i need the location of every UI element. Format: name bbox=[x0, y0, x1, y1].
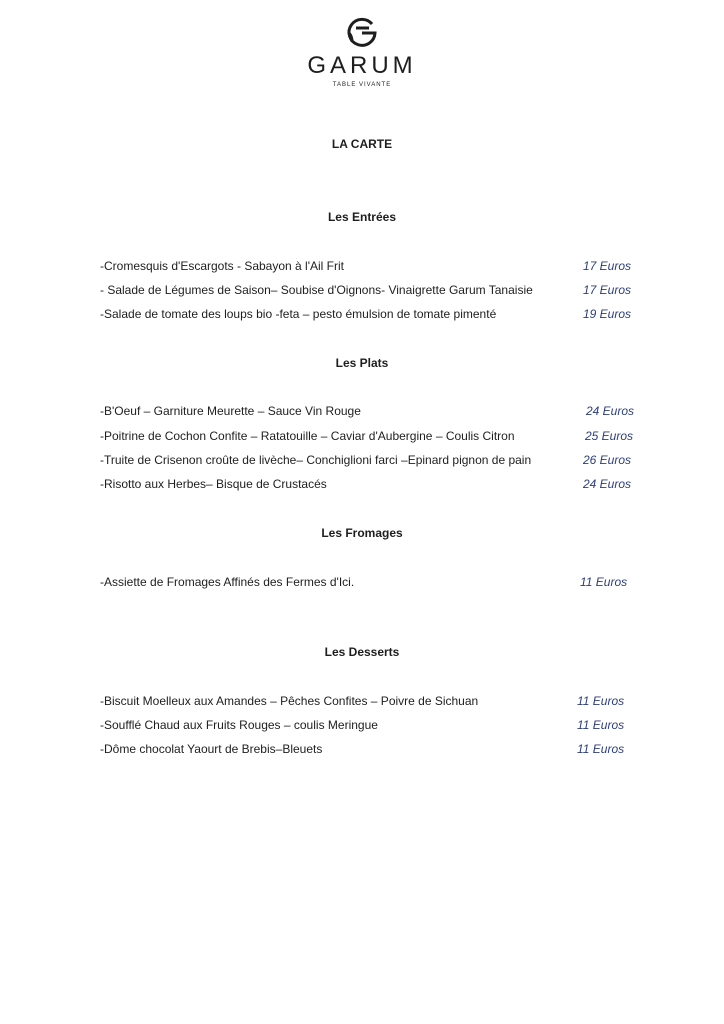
menu-item: -Cromesquis d'Escargots - Sabayon à l'Ail Frit bbox=[100, 259, 345, 273]
menu-item: - Salade de Légumes de Saison– Soubise d'Oignons- Vinaigrette Garum Tanaisie bbox=[100, 283, 533, 297]
menu-item-price: 19 Euros bbox=[583, 307, 632, 321]
brand-tagline: TABLE VIVANTE bbox=[332, 82, 392, 88]
menu-item: -Assiette de Fromages Affinés des Fermes d'Ici. bbox=[100, 575, 355, 589]
garum-monogram-icon bbox=[345, 16, 379, 50]
menu-item: -Soufflé Chaud aux Fruits Rouges – coulis Meringue bbox=[100, 718, 378, 732]
section-title-fromages: Les Fromages bbox=[321, 526, 403, 540]
menu-item-price: 11 Euros bbox=[577, 694, 625, 708]
menu-item-price: 11 Euros bbox=[580, 575, 628, 589]
menu-item: -Poitrine de Cochon Confite – Ratatouille – Caviar d'Aubergine – Coulis Citron bbox=[100, 429, 515, 443]
section-title-entrees: Les Entrées bbox=[327, 210, 397, 224]
restaurant-logo bbox=[0, 16, 724, 88]
menu-item-price: 11 Euros bbox=[577, 718, 625, 732]
brand-name: GARUM bbox=[307, 52, 417, 79]
menu-item-price: 25 Euros bbox=[585, 429, 634, 443]
menu-item: -B'Oeuf – Garniture Meurette – Sauce Vin Rouge bbox=[100, 404, 361, 418]
menu-item-price: 17 Euros bbox=[583, 283, 632, 297]
menu-item: -Biscuit Moelleux aux Amandes – Pêches Confites – Poivre de Sichuan bbox=[100, 694, 479, 708]
menu-item-price: 24 Euros bbox=[586, 404, 635, 418]
menu-item: -Truite de Crisenon croûte de livèche– Conchiglioni farci –Epinard pignon de pain bbox=[100, 453, 532, 467]
menu-item-price: 11 Euros bbox=[577, 742, 625, 756]
section-title-desserts: Les Desserts bbox=[324, 645, 400, 659]
menu-item: -Dôme chocolat Yaourt de Brebis–Bleuets bbox=[100, 742, 323, 756]
menu-item: -Risotto aux Herbes– Bisque de Crustacés bbox=[100, 477, 327, 491]
menu-item-price: 26 Euros bbox=[583, 453, 632, 467]
menu-item: -Salade de tomate des loups bio -feta – pesto émulsion de tomate pimenté bbox=[100, 307, 497, 321]
menu-item-price: 24 Euros bbox=[583, 477, 632, 491]
menu-title: LA CARTE bbox=[331, 137, 393, 151]
menu-item-price: 17 Euros bbox=[583, 259, 632, 273]
section-title-plats: Les Plats bbox=[335, 356, 389, 370]
